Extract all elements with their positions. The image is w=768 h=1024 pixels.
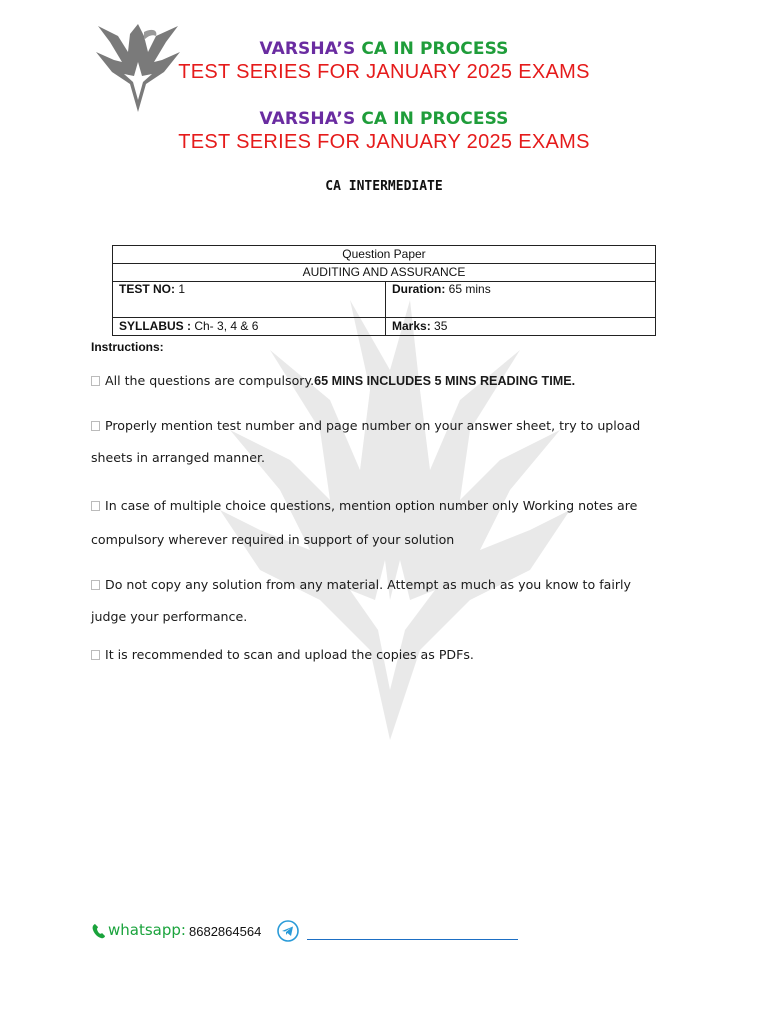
contact-footer [92, 920, 532, 944]
instruction-line [91, 498, 691, 513]
syllabus-value: Ch- 3, 4 & 6 [194, 319, 259, 333]
brand-part-ca-in-process: CA IN PROCESS [361, 39, 509, 59]
duration-label: Duration: [392, 282, 446, 296]
marks-label: Marks: [392, 319, 431, 333]
brand-name [0, 108, 768, 130]
bullet-icon [91, 421, 100, 431]
header-block-secondary [0, 108, 768, 154]
bullet-icon [91, 376, 100, 386]
subject-name: AUDITING AND ASSURANCE [113, 264, 656, 282]
instruction-line: sheets in arranged manner. [91, 450, 266, 465]
telegram-icon[interactable] [277, 920, 299, 942]
telegram-link-underline[interactable] [307, 939, 518, 940]
duration-value: 65 mins [448, 282, 491, 296]
brand-part-varsha: VARSHA’S [259, 109, 356, 129]
instruction-line [91, 418, 691, 433]
bullet-icon [91, 501, 100, 511]
instruction-line: compulsory wherever required in support of your solution [91, 532, 455, 547]
instruction-text: It is recommended to scan and upload the copies as PDFs. [105, 647, 474, 662]
marks-value: 35 [434, 319, 448, 333]
whatsapp-label: whatsapp: [108, 921, 186, 939]
test-series-title: TEST SERIES FOR JANUARY 2025 EXAMS [178, 131, 590, 153]
syllabus-cell [113, 318, 386, 336]
instruction-item-4 [91, 577, 691, 624]
instruction-text: Properly mention test number and page number on your answer sheet, try to upload [105, 418, 641, 433]
table-title: Question Paper [113, 246, 656, 264]
header-block-primary [0, 38, 768, 84]
bullet-icon [91, 580, 100, 590]
test-no-label: TEST NO: [119, 282, 175, 296]
instruction-text: All the questions are compulsory. [105, 373, 315, 388]
brand-part-ca-in-process: CA IN PROCESS [361, 109, 509, 129]
instruction-text: In case of multiple choice questions, mention option number only Working notes are [105, 498, 638, 513]
question-paper-table [112, 245, 656, 336]
duration-cell [386, 282, 656, 318]
instruction-item-5 [91, 647, 691, 662]
brand-part-varsha: VARSHA’S [259, 39, 356, 59]
phone-icon [92, 923, 106, 939]
marks-cell [386, 318, 656, 336]
instruction-item-1 [91, 373, 691, 388]
test-series-title: TEST SERIES FOR JANUARY 2025 EXAMS [178, 61, 590, 83]
instruction-emphasis: 65 MINS INCLUDES 5 MINS READING TIME. [314, 374, 576, 388]
bullet-icon [91, 650, 100, 660]
instruction-item-3 [91, 498, 691, 547]
test-no-cell [113, 282, 386, 318]
instruction-line [91, 577, 691, 592]
whatsapp-number[interactable]: 8682864564 [189, 924, 262, 939]
instruction-text: Do not copy any solution from any material. Attempt as much as you know to fairly [105, 577, 631, 592]
course-level: CA INTERMEDIATE [325, 179, 443, 194]
test-no-value: 1 [178, 282, 186, 296]
brand-name [0, 38, 768, 60]
instructions-heading: Instructions: [91, 340, 164, 354]
instruction-item-2 [91, 418, 691, 465]
syllabus-label: SYLLABUS : [119, 319, 191, 333]
instruction-line: judge your performance. [91, 609, 248, 624]
